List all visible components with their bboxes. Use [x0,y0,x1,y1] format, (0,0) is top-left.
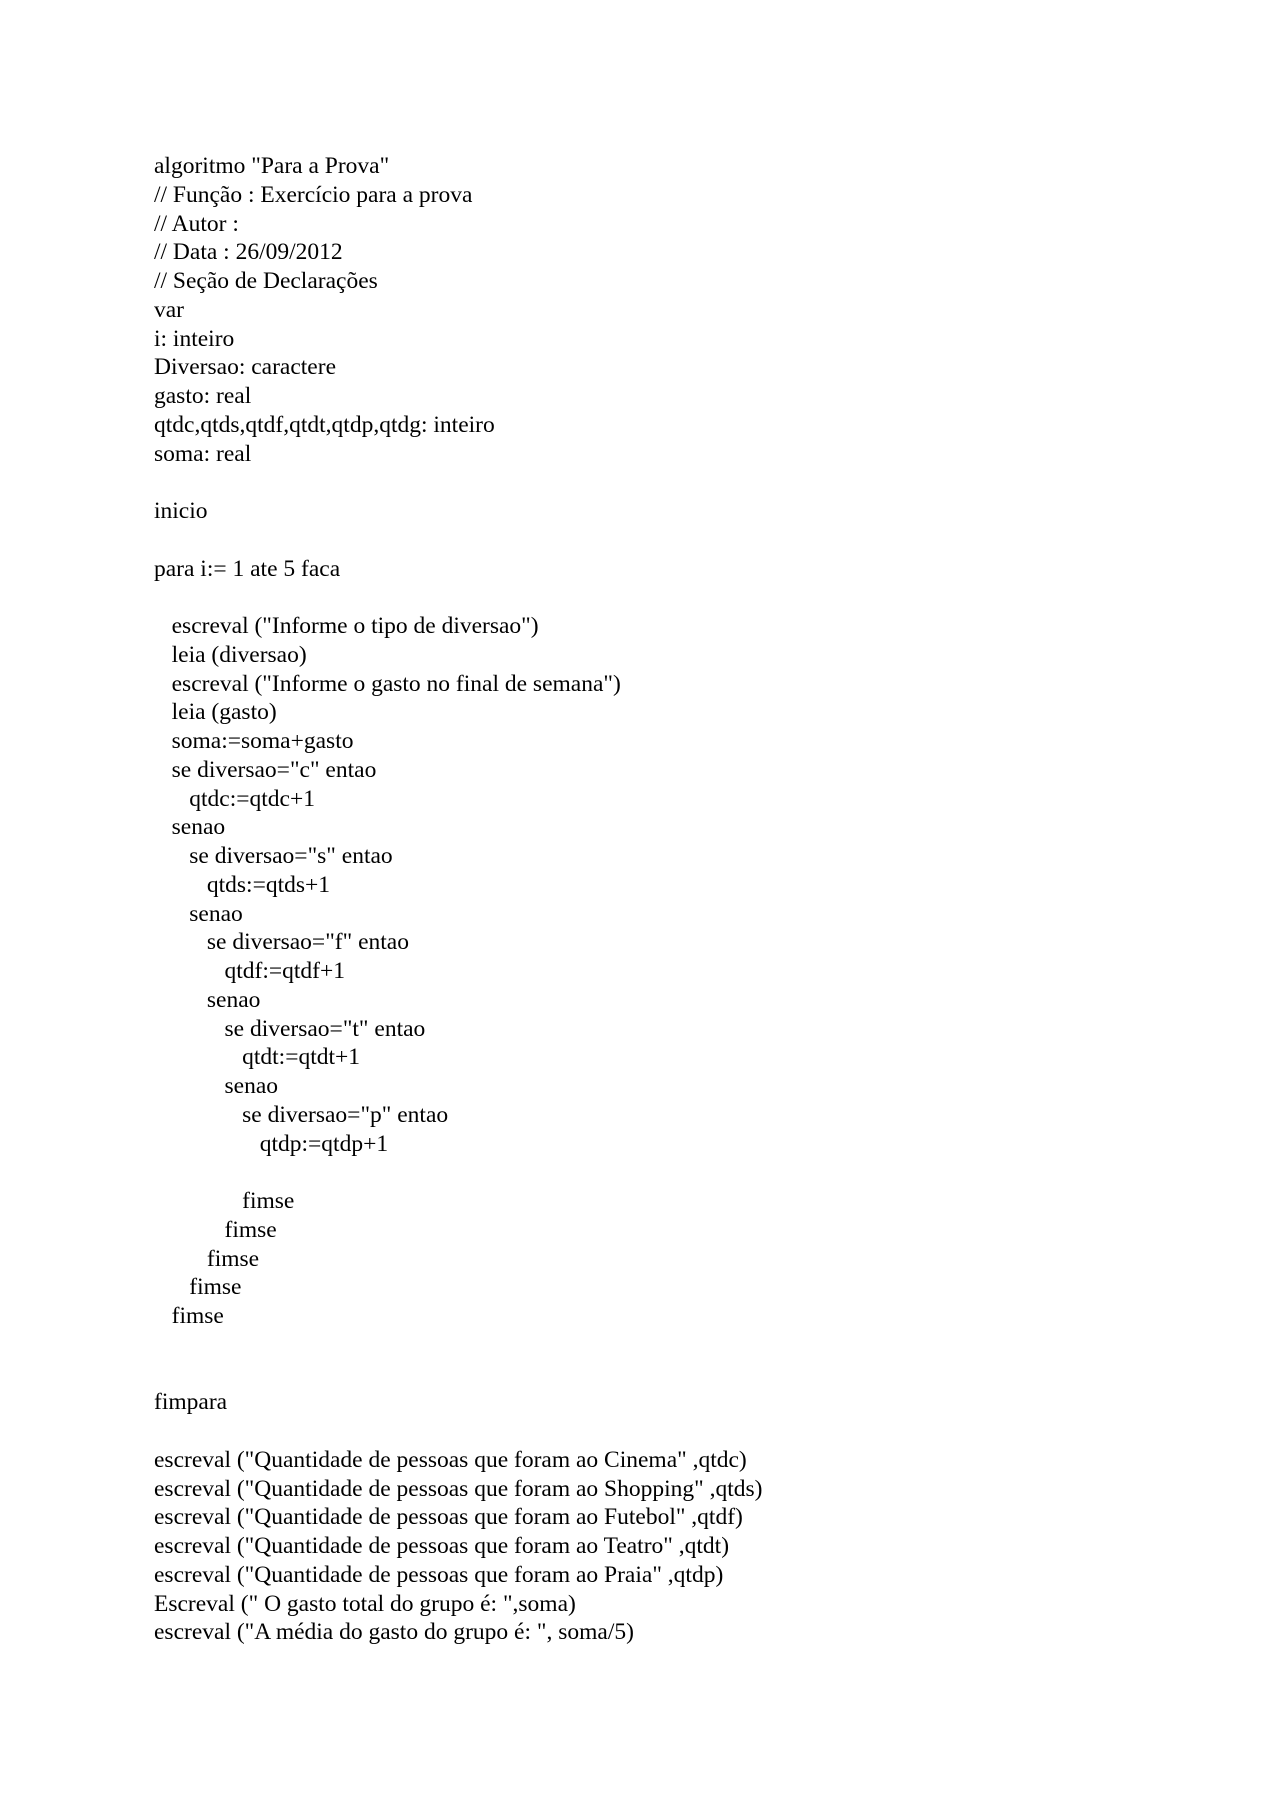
code-line: Escreval (" O gasto total do grupo é: ",soma) [154,1590,576,1617]
code-line: // Seção de Declarações [154,268,378,294]
code-line: // Data : 26/09/2012 [154,239,343,266]
code-line: soma: real [154,440,252,467]
code-line: escreval ("Quantidade de pessoas que foram ao Futebol" ,qtdf) [154,1504,743,1531]
blank-line [154,468,762,497]
code-line: escreval ("Quantidade de pessoas que foram ao Cinema" ,qtdc) [154,1446,747,1473]
code-line: fimse [154,1303,224,1329]
code-line: se diversao="c" entao [154,756,377,783]
code-line: // Autor : [154,210,239,237]
blank-line [154,1158,762,1187]
code-line: se diversao="t" entao [154,1015,426,1042]
code-line: Diversao: caractere [154,354,336,381]
algorithm-listing [154,152,762,1647]
code-line: soma:=soma+gasto [154,728,354,754]
code-line: qtdp:=qtdp+1 [154,1130,389,1157]
code-line: // Função : Exercício para a prova [154,181,473,208]
code-line: escreval ("A média do gasto do grupo é: ", soma/5) [154,1619,634,1646]
blank-line [154,583,762,612]
code-line: senao [154,900,243,927]
code-line: senao [154,986,261,1013]
code-line: leia (diversao) [154,641,307,668]
code-line: qtdt:=qtdt+1 [154,1044,361,1071]
code-line: fimse [154,1274,242,1301]
code-line: qtdf:=qtdf+1 [154,958,345,984]
code-line: var [154,296,185,323]
code-line: gasto: real [154,383,252,409]
code-line: qtds:=qtds+1 [154,871,331,898]
code-line: para i:= 1 ate 5 faca [154,555,341,582]
code-line: fimse [154,1216,277,1243]
code-line: se diversao="s" entao [154,843,393,869]
code-line: algoritmo "Para a Prova" [154,153,390,179]
code-line: se diversao="p" entao [154,1101,449,1128]
code-line: i: inteiro [154,325,235,352]
code-line: escreval ("Informe o tipo de diversao") [154,613,539,639]
blank-line [154,1331,762,1360]
code-line: se diversao="f" entao [154,929,409,956]
blank-line [154,1360,762,1389]
code-line: senao [154,1073,279,1099]
code-line: escreval ("Informe o gasto no final de semana") [154,670,621,697]
blank-line [154,526,762,555]
code-line: fimse [154,1245,260,1272]
code-line: qtdc:=qtdc+1 [154,785,315,812]
code-line: escreval ("Quantidade de pessoas que foram ao Shopping" ,qtds) [154,1475,763,1502]
blank-line [154,1417,762,1446]
code-line: escreval ("Quantidade de pessoas que foram ao Praia" ,qtdp) [154,1561,724,1588]
code-line: leia (gasto) [154,699,277,726]
code-line: senao [154,814,226,841]
code-line: qtdc,qtds,qtdf,qtdt,qtdp,qtdg: inteiro [154,411,495,438]
code-line: escreval ("Quantidade de pessoas que foram ao Teatro" ,qtdt) [154,1533,730,1559]
code-line: fimse [154,1188,295,1214]
code-line: inicio [154,498,208,524]
code-line: fimpara [154,1389,228,1416]
